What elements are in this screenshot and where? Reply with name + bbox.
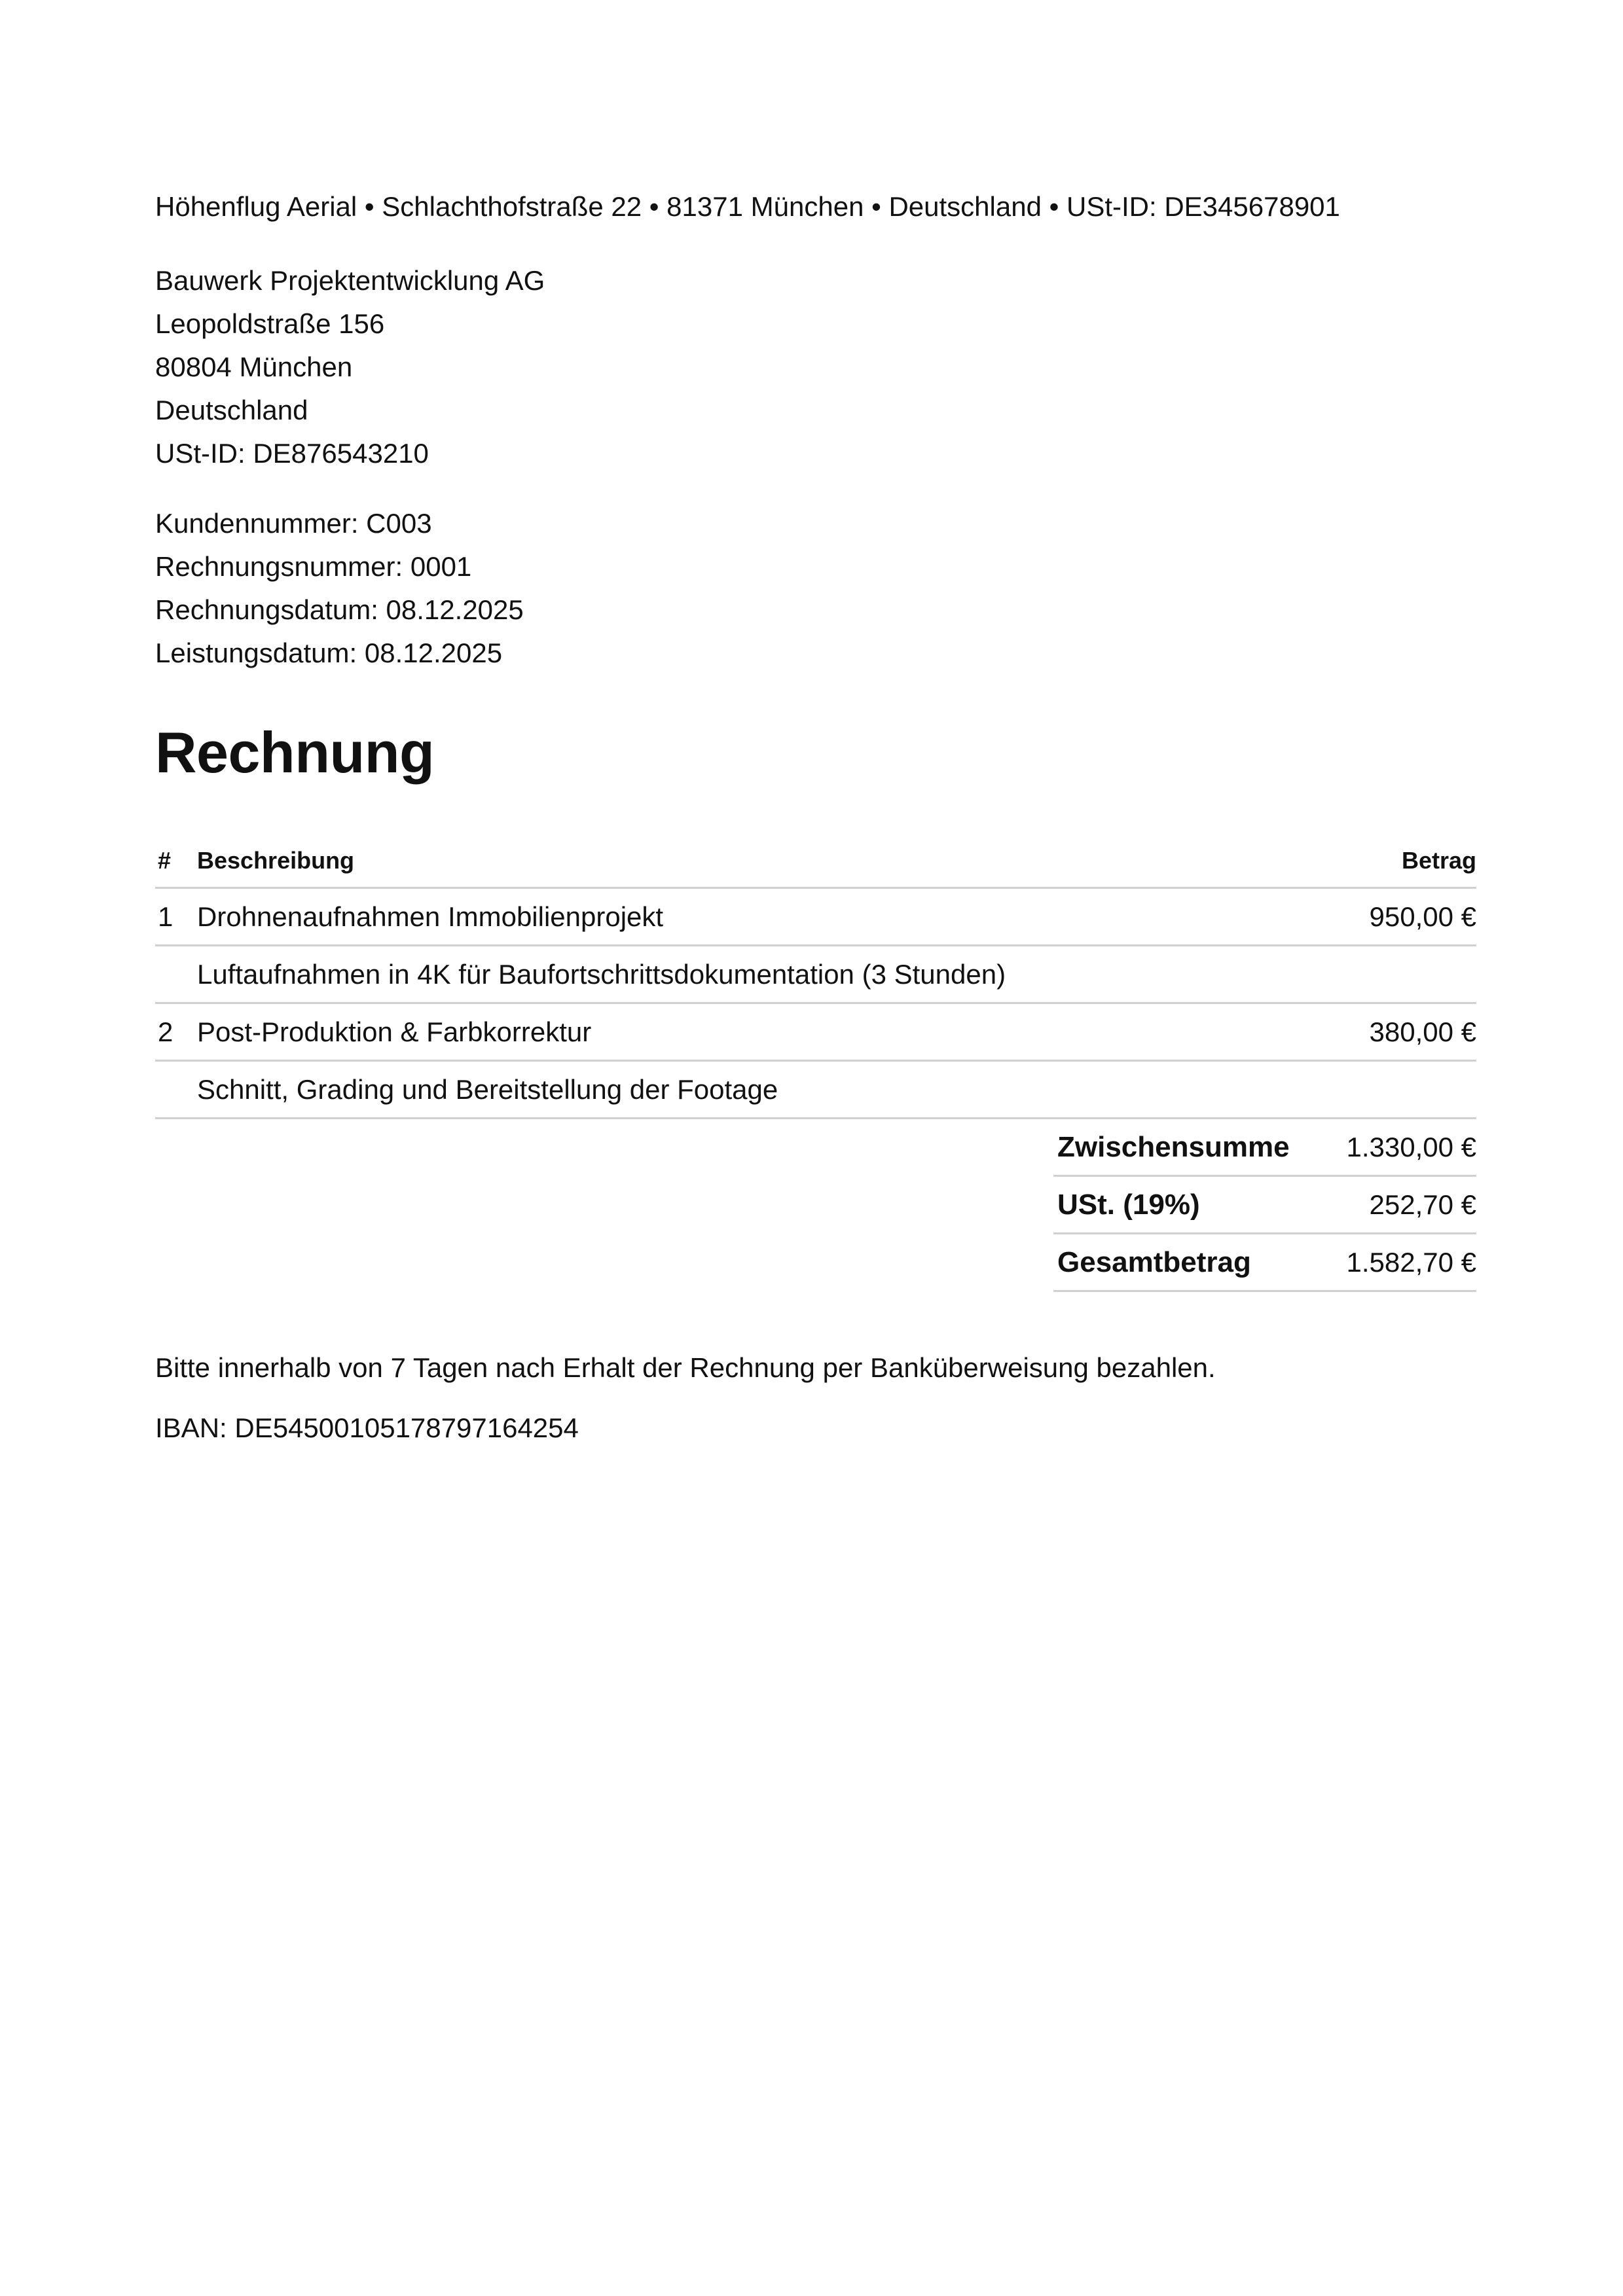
invoice-number: Rechnungsnummer: 0001 — [155, 551, 472, 582]
row-num: 2 — [155, 1003, 197, 1061]
subtotal-row — [1053, 1119, 1476, 1176]
row-amount: 380,00 € — [837, 1003, 1476, 1061]
recipient-address — [155, 259, 545, 475]
row-num: 1 — [155, 888, 197, 946]
header-description: Beschreibung — [197, 834, 837, 888]
invoice-date: Rechnungsdatum: 08.12.2025 — [155, 594, 524, 625]
total-label: Gesamtbetrag — [1053, 1234, 1265, 1291]
row-num — [155, 1061, 197, 1119]
row-amount — [837, 1061, 1476, 1119]
recipient-street: Leopoldstraße 156 — [155, 308, 385, 339]
table-row — [155, 1061, 1476, 1119]
subtotal-value: 1.330,00 € — [1265, 1119, 1476, 1176]
row-amount: 950,00 € — [837, 888, 1476, 946]
vat-row — [1053, 1176, 1476, 1234]
row-description: Drohnenaufnahmen Immobilienprojekt — [197, 888, 837, 946]
payment-note: Bitte innerhalb von 7 Tagen nach Erhalt der Rechnung per Banküberweisung bezahlen. — [155, 1352, 1216, 1383]
totals-table — [1053, 1119, 1476, 1292]
recipient-vat-id: USt-ID: DE876543210 — [155, 438, 429, 469]
subtotal-label: Zwischensumme — [1053, 1119, 1265, 1176]
table-header-row — [155, 834, 1476, 888]
customer-number: Kundennummer: C003 — [155, 508, 432, 539]
sender-address-line: Höhenflug Aerial • Schlachthofstraße 22 • 81371 München • Deutschland • USt-ID: DE345678901 — [155, 191, 1340, 222]
recipient-country: Deutschland — [155, 395, 308, 425]
table-row — [155, 888, 1476, 946]
service-date: Leistungsdatum: 08.12.2025 — [155, 637, 503, 668]
invoice-meta — [155, 502, 524, 675]
row-num — [155, 946, 197, 1003]
header-num: # — [155, 834, 197, 888]
table-row — [155, 1003, 1476, 1061]
header-amount: Betrag — [837, 834, 1476, 888]
recipient-city: 80804 München — [155, 351, 353, 382]
total-row — [1053, 1234, 1476, 1291]
row-description: Schnitt, Grading und Bereitstellung der Footage — [197, 1061, 837, 1119]
vat-label: USt. (19%) — [1053, 1176, 1265, 1234]
iban: IBAN: DE54500105178797164254 — [155, 1412, 579, 1443]
table-row — [155, 946, 1476, 1003]
page-title: Rechnung — [155, 720, 435, 785]
recipient-name: Bauwerk Projektentwicklung AG — [155, 265, 545, 296]
vat-value: 252,70 € — [1265, 1176, 1476, 1234]
row-description: Post-Produktion & Farbkorrektur — [197, 1003, 837, 1061]
row-description: Luftaufnahmen in 4K für Baufortschrittsdokumentation (3 Stunden) — [197, 946, 837, 1003]
total-value: 1.582,70 € — [1265, 1234, 1476, 1291]
line-items-table — [155, 834, 1476, 1119]
